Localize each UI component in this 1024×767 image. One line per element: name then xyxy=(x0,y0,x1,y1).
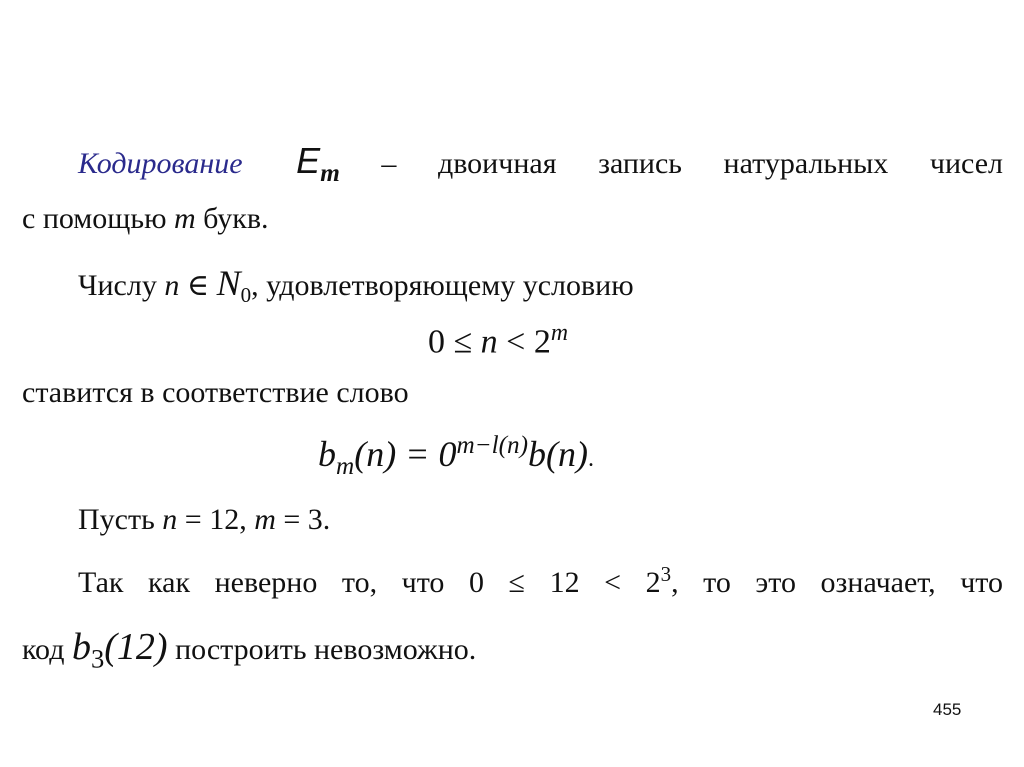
paragraph-example: Пусть n = 12, m = 3. xyxy=(78,503,331,536)
formula-inline-inequality: $0 \le 12 < 2^3$ xyxy=(469,562,672,599)
formula-inequality: $0 \le n < 2^m$ xyxy=(428,320,569,361)
formula-codeword: $b_m(n) = 0^{m-l(n)}b(n)$. xyxy=(318,432,595,481)
math-b3-12: $b_3(12)$ xyxy=(71,626,168,674)
symbol-E: $E_m$ xyxy=(296,140,340,188)
paragraph-conclusion-cont: код $b_3(12)$ построить невозможно. xyxy=(22,626,477,674)
term-coding: Кодирование xyxy=(78,147,243,180)
paragraph-word: ставится в соответствие слово xyxy=(22,376,409,409)
math-n-in-N0: n ∈ $N_0$ xyxy=(164,263,252,307)
paragraph-definition-cont: с помощью m букв. xyxy=(22,202,269,235)
paragraph-number: Числу n ∈ $N_0$, удовлетворяющему условию xyxy=(78,263,634,307)
paragraph-definition xyxy=(78,140,1003,188)
page-number: 455 xyxy=(933,700,962,719)
definition-text: – двоичная запись натуральных чисел xyxy=(381,147,1004,180)
paragraph-conclusion: Так как неверно то, что $0 \le 12 < 2^3$, то это означает, что xyxy=(78,562,1004,599)
